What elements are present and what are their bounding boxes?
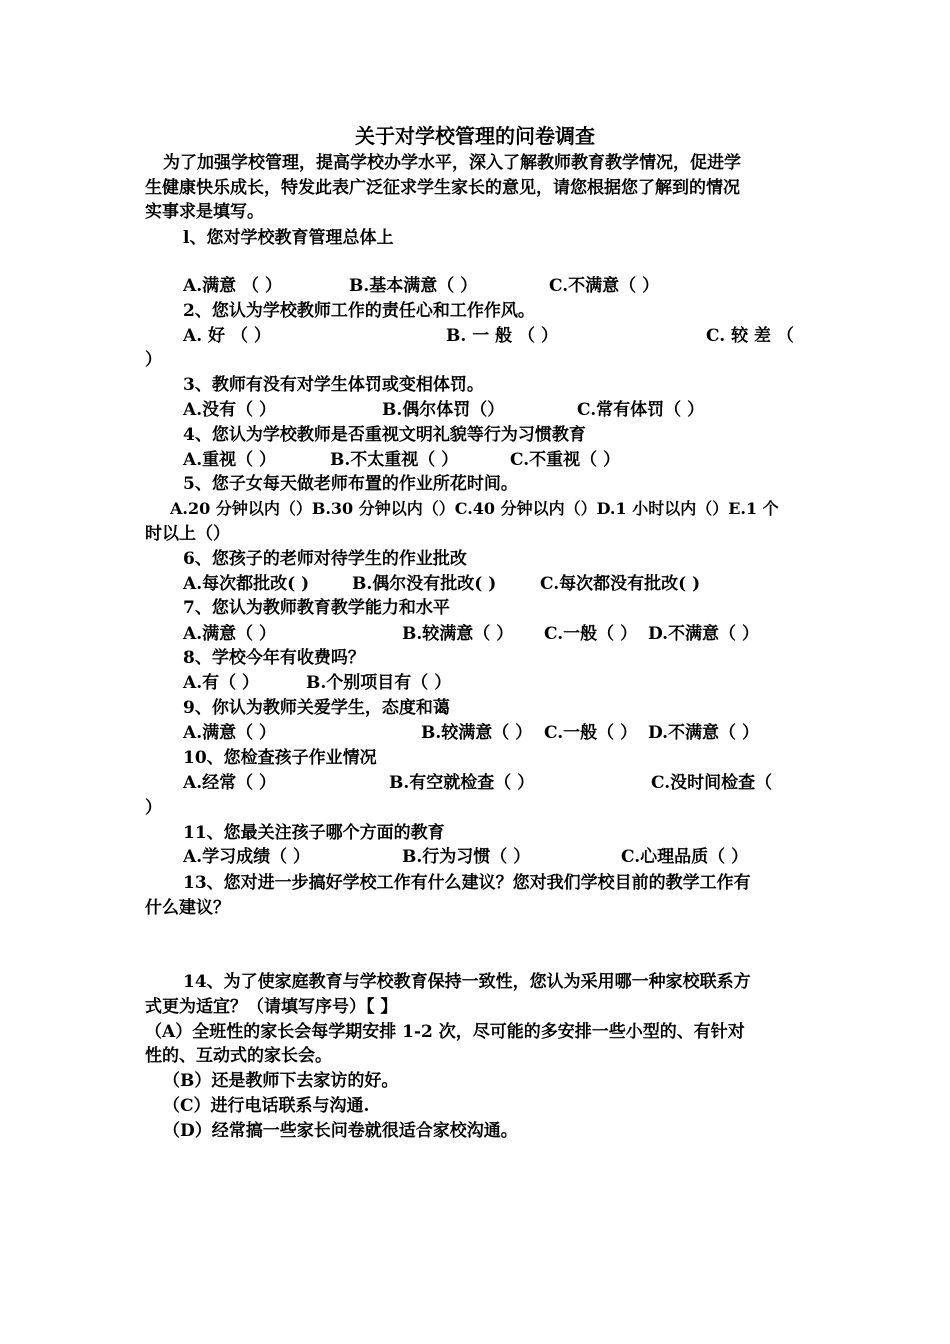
q2-option-b[interactable]: B. 一 般 （ ） (446, 326, 558, 346)
question-9: 9、你认为教师关爱学生，态度和蔼 (183, 698, 450, 718)
q6-option-a[interactable]: A.每次都批改( ) (183, 574, 310, 594)
q10-option-b[interactable]: B.有空就检查（ ） (389, 773, 535, 793)
q9-option-c[interactable]: C.一般（ ） (544, 723, 638, 743)
question-2: 2、您认为学校教师工作的责任心和工作作风。 (183, 301, 535, 321)
question-3: 3、教师有没有对学生体罚或变相体罚。 (183, 375, 484, 395)
q1-option-b[interactable]: B.基本满意（ ） (349, 276, 478, 296)
q5-options-line[interactable]: A.20 分钟以内（）B.30 分钟以内（）C.40 分钟以内（）D.1 小时以内（）E.1 个 (170, 499, 779, 518)
q2-option-a[interactable]: A. 好 （ ） (183, 326, 271, 346)
q6-option-b[interactable]: B.偶尔没有批改( ) (352, 574, 497, 594)
question-11: 11、您最关注孩子哪个方面的教育 (183, 823, 445, 843)
q9-option-d[interactable]: D.不满意（ ） (648, 723, 759, 743)
q4-option-c[interactable]: C.不重视（ ） (510, 450, 621, 470)
q14-option-d[interactable]: （D）经常搞一些家长问卷就很适合家校沟通。 (163, 1121, 518, 1141)
question-8: 8、学校今年有收费吗？ (183, 648, 365, 668)
q2-option-c-wrap: ） (145, 350, 162, 370)
question-14: 14、为了使家庭教育与学校教育保持一致性，您认为采用哪一种家校联系方 (183, 972, 751, 992)
q5-options-wrap: 时以上（） (145, 524, 230, 544)
question-4: 4、您认为学校教师是否重视文明礼貌等行为习惯教育 (183, 425, 586, 445)
question-7: 7、您认为教师教育教学能力和水平 (183, 598, 450, 618)
question-13: 13、您对进一步搞好学校工作有什么建议？您对我们学校目前的教学工作有 (183, 873, 751, 893)
q6-option-c[interactable]: C.每次都没有批改( ) (540, 574, 701, 594)
q1-option-a[interactable]: A.满意 （ ） (183, 276, 282, 296)
q3-option-b[interactable]: B.偶尔体罚（） (382, 400, 505, 420)
q8-option-a[interactable]: A.有（ ） (183, 673, 260, 693)
q14-option-c[interactable]: （C）进行电话联系与沟通. (163, 1096, 370, 1116)
q8-option-b[interactable]: B.个别项目有（ ） (306, 673, 452, 693)
q14-option-a-wrap: 性的、互动式的家长会。 (145, 1046, 332, 1066)
q3-option-c[interactable]: C.常有体罚（ ） (577, 400, 705, 420)
q10-option-c[interactable]: C.没时间检查（ (651, 773, 773, 793)
q7-option-d[interactable]: D.不满意（ ） (648, 624, 759, 644)
question-13-wrap: 什么建议？ (145, 898, 230, 918)
q11-option-b[interactable]: B.行为习惯（ ） (402, 847, 531, 867)
q14-option-b[interactable]: （B）还是教师下去家访的好。 (163, 1071, 399, 1091)
question-10: 10、您检查孩子作业情况 (183, 748, 377, 768)
question-14-wrap: 式更为适宜？（请填写序号）【 】 (145, 997, 398, 1017)
q10-option-a[interactable]: A.经常（ ） (183, 773, 277, 793)
q11-option-c[interactable]: C.心理品质（ ） (621, 847, 749, 867)
q11-option-a[interactable]: A.学习成绩（ ） (183, 847, 311, 867)
q3-option-a[interactable]: A.没有（ ） (183, 400, 277, 420)
q7-option-a[interactable]: A.满意（ ） (183, 624, 277, 644)
q14-option-a[interactable]: （A）全班性的家长会每学期安排 1-2 次，尽可能的多安排一些小型的、有针对 (145, 1022, 745, 1042)
q4-option-a[interactable]: A.重视（ ） (183, 450, 277, 470)
question-6: 6、您孩子的老师对待学生的作业批改 (183, 549, 467, 569)
question-1: l、您对学校教育管理总体上 (183, 228, 394, 248)
intro-line-1: 为了加强学校管理，提高学校办学水平，深入了解教师教育教学情况，促进学 (163, 153, 741, 173)
q2-option-c[interactable]: C. 较 差 （ (706, 326, 794, 346)
q7-option-b[interactable]: B.较满意（ ） (402, 624, 514, 644)
q10-option-c-wrap: ） (145, 798, 162, 818)
question-5: 5、您子女每天做老师布置的作业所花时间。 (183, 474, 518, 494)
q7-option-c[interactable]: C.一般（ ） (544, 624, 638, 644)
q4-option-b[interactable]: B.不太重视（ ） (330, 450, 459, 470)
intro-line-3: 实事求是填写。 (145, 202, 264, 222)
q1-option-c[interactable]: C.不满意（ ） (549, 276, 660, 296)
q9-option-b[interactable]: B.较满意（ ） (421, 723, 533, 743)
page-title: 关于对学校管理的问卷调查 (355, 124, 595, 148)
q9-option-a[interactable]: A.满意（ ） (183, 723, 277, 743)
intro-line-2: 生健康快乐成长，特发此表广泛征求学生家长的意见，请您根据您了解到的情况 (145, 178, 740, 198)
